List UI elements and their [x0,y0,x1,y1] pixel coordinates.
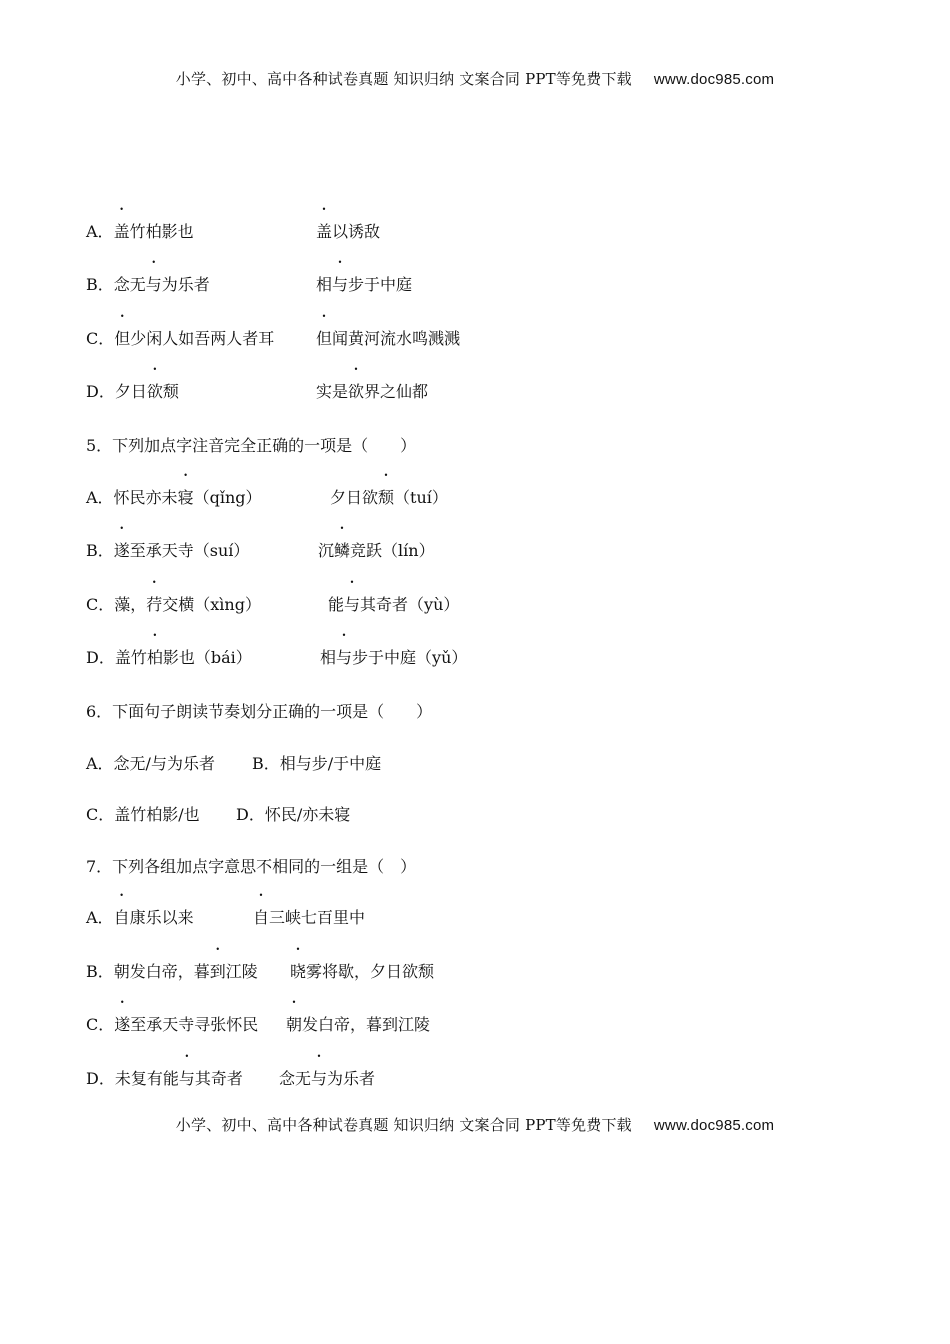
text-run: 念无 [279,1069,312,1088]
text-run: 康乐以来 [129,908,194,927]
text-run: C．盖竹柏影/也 [86,805,200,824]
text-run: 江陵 [225,962,258,981]
text-run: 夕日欲 [330,488,379,507]
line-primary [86,1067,243,1091]
dotted-char: 自 [253,908,270,927]
line-primary [86,273,210,297]
line-secondary [252,752,381,776]
line-primary [86,220,194,244]
text-run: C． [86,329,115,348]
dotted-char: 但 [316,329,333,348]
dotted-char: 与 [145,275,162,294]
text-run: A．念无/与为乐者 [86,754,215,773]
text-run: C． [86,1015,115,1034]
line-secondary [290,960,434,984]
dotted-char: 但 [114,329,131,348]
text-run: 5．下列加点字注音完全正确的一项是（ ） [86,436,417,455]
text-run: 闻黄河流水鸣溅溅 [332,329,461,348]
text-run: 发白帝，暮到江陵 [302,1015,431,1034]
page-footer [0,1114,950,1135]
text-run: C．藻， [86,595,147,614]
text-run: 少闲人如吾两人者耳 [130,329,275,348]
dotted-char: 与 [332,275,349,294]
line-secondary [279,1067,375,1091]
line-secondary [316,327,460,351]
footer-text: 小学、初中、高中各种试卷真题 知识归纳 文案合同 PPT等免费下载 [175,1116,632,1134]
dotted-char: 到 [209,962,226,981]
line-primary [86,855,416,879]
text-run: D．夕日 [86,382,147,401]
dotted-char: 欲 [146,382,163,401]
text-run: 三峡七百里中 [269,908,366,927]
text-run: 竹柏影也 [129,222,194,241]
line-secondary [316,380,428,404]
dotted-char: 与 [178,1069,195,1088]
line-primary [86,646,252,670]
text-run: 相 [320,648,337,667]
text-run: 6．下面句子朗读节奏划分正确的一项是（ ） [86,702,433,721]
line-primary [86,960,258,984]
dotted-char: 盖 [316,222,333,241]
text-run: 交横（xìng） [162,595,261,614]
text-run: 影也（bái） [162,648,252,667]
text-run: 为乐者 [161,275,210,294]
line-primary [86,539,249,563]
line-primary [86,593,261,617]
line-primary [86,486,262,510]
text-run: 7．下列各组加点字意思不相同的一组是（ ） [86,857,417,876]
footer-site: www.doc985.com [653,1117,775,1134]
text-run: 能 [328,595,345,614]
text-run: 步于中庭 [348,275,413,294]
dotted-char: 寝 [177,488,194,507]
line-primary [86,380,179,404]
line-secondary [316,220,380,244]
dotted-char: 自 [113,908,130,927]
text-run: D．未复有能 [86,1069,179,1088]
line-primary [86,803,200,827]
line-primary [86,327,274,351]
dotted-char: 朝 [286,1015,303,1034]
text-run: 以诱敌 [332,222,381,241]
dotted-char: 遂 [114,1015,131,1034]
dotted-char: 与 [311,1069,328,1088]
dotted-char: 晓 [290,962,307,981]
text-run: 颓 [162,382,179,401]
text-run: A． [86,908,114,927]
text-run: B．念无 [86,275,146,294]
line-secondary [328,593,459,617]
header-site: www.doc985.com [653,71,775,88]
text-run: 沉 [318,541,335,560]
line-secondary [320,646,467,670]
line-secondary [316,273,412,297]
text-run: 相 [316,275,333,294]
dotted-char: 遂 [113,541,130,560]
dotted-char: 柏 [146,648,163,667]
text-run: 其奇者（yù） [360,595,460,614]
dotted-char: 鳞 [334,541,351,560]
line-primary [86,434,416,458]
text-run: B． [86,541,114,560]
text-run: 其奇者 [194,1069,243,1088]
line-primary [86,1013,258,1037]
dotted-char: 颓 [378,488,395,507]
line-primary [86,752,215,776]
text-run: 至承天寺（suí） [129,541,250,560]
line-secondary [253,906,365,930]
line-secondary [236,803,350,827]
dotted-char: 与 [336,648,353,667]
text-run: 竞跃（lín） [350,541,435,560]
text-run: A． [86,222,114,241]
text-run: 步于中庭（yǔ） [352,648,468,667]
line-primary [86,700,432,724]
text-run: 雾将歇，夕日欲颓 [306,962,435,981]
text-run: 界之仙都 [364,382,429,401]
line-secondary [330,486,448,510]
text-run: 至承天寺寻张怀民 [130,1015,259,1034]
dotted-char: 与 [344,595,361,614]
text-run: 实是 [316,382,349,401]
text-run: B．相与步/于中庭 [252,754,382,773]
line-secondary [286,1013,430,1037]
text-run: D．盖竹 [86,648,147,667]
line-secondary [318,539,435,563]
line-primary [86,906,194,930]
text-run: A．怀民亦未 [86,488,178,507]
dotted-char: 盖 [113,222,130,241]
text-run: B．朝发白帝，暮 [86,962,210,981]
page-header [0,68,950,89]
text-run: 为乐者 [327,1069,376,1088]
text-run: （tuí） [394,488,448,507]
dotted-char: 荇 [146,595,163,614]
text-run: D．怀民/亦未寝 [236,805,351,824]
dotted-char: 欲 [348,382,365,401]
text-run: （qǐng） [193,488,262,507]
header-text: 小学、初中、高中各种试卷真题 知识归纳 文案合同 PPT等免费下载 [175,70,632,88]
